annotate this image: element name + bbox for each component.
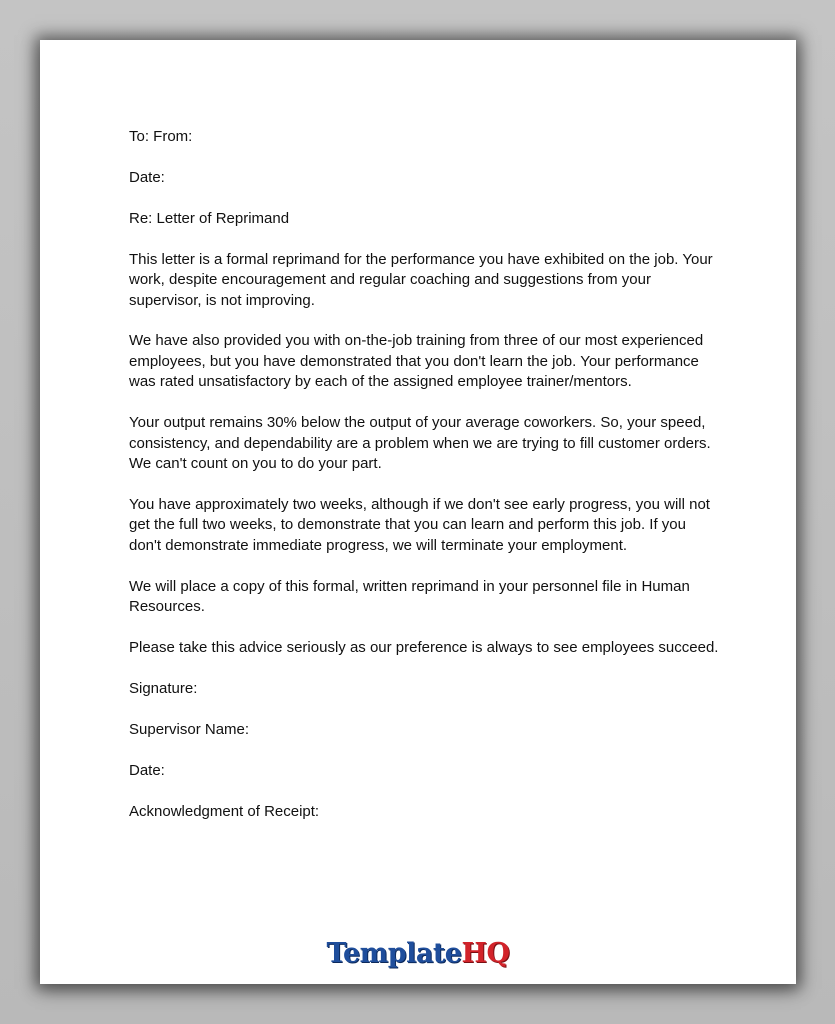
supervisor-name-line: Supervisor Name: [129, 720, 250, 738]
paragraph-deadline: You have approximately two weeks, although if we don't see early progress, you will not get the full two weeks, to demonstrate that you can learn and perform this job. If you don't demonstrate immediate progress, we will terminate your employment. [129, 495, 710, 554]
signature-line: Signature: [129, 679, 198, 697]
to-from-line: To: From: [129, 128, 193, 145]
paragraph-training: We have also provided you with on-the-job training from three of our most experienced employees, but you have demonstrated that you don't learn the job. Your performance was rated unsatisfactory by each of the assigned employee trainer/mentors. [129, 332, 704, 391]
subject-line: Re: Letter of Reprimand [129, 209, 290, 227]
bottom-date-line: Date: [129, 761, 165, 779]
paragraph-advice: Please take this advice seriously as our preference is always to see employees succeed. [129, 638, 719, 656]
templatehq-logo [40, 938, 796, 970]
logo-template-text: Template [326, 938, 462, 969]
paragraph-personnel-file: We will place a copy of this formal, written reprimand in your personnel file in Human Resources. [129, 577, 690, 615]
letter-body [129, 127, 719, 842]
letter-page [40, 40, 796, 984]
date-line: Date: [129, 168, 165, 186]
acknowledgment-line: Acknowledgment of Receipt: [129, 802, 320, 820]
paragraph-output: Your output remains 30% below the output of your average coworkers. So, your speed, consistency, and dependability are a problem when we are trying to fill customer orders. We can't count on you to do your part. [129, 414, 711, 472]
logo-hq-text: HQ [461, 938, 510, 969]
paragraph-performance: This letter is a formal reprimand for the performance you have exhibited on the job. Your work, despite encouragement and regular coaching and suggestions from your supervisor, is not improving. [129, 250, 713, 309]
